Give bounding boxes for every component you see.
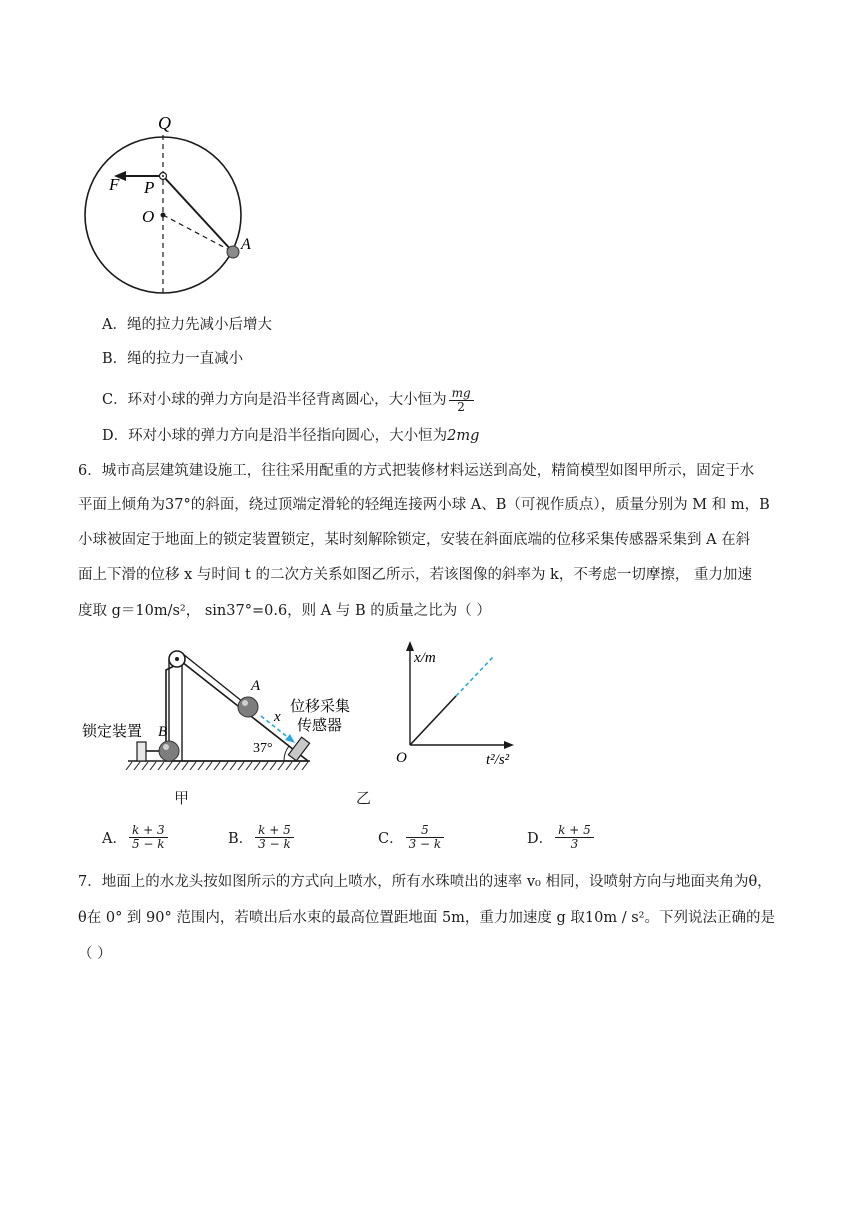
q6-option-a-fraction: $\frac{k + 3}{5 - k}$: [129, 824, 168, 851]
label-p: P: [144, 178, 155, 197]
q5-option-c-text: C．环对小球的弹力方向是沿半径背离圆心，大小恒为: [102, 392, 447, 408]
q5-option-d-text: D．环对小球的弹力方向是沿半径指向圆心，大小恒为: [102, 428, 448, 444]
q5-option-b: B．绳的拉力一直减小: [102, 351, 244, 367]
q6-option-c-letter: C．: [378, 830, 404, 847]
q5-option-d: [102, 426, 479, 446]
q6-option-d-letter: D．: [527, 830, 554, 847]
label-lock-device: 锁定装置: [82, 722, 143, 740]
graph-xlabel: t²/s²: [486, 752, 510, 768]
q6-line-3: 小球被固定于地面上的锁定装置锁定，某时刻解除锁定，安装在斜面底端的位移采集传感器采集到 A 在斜: [78, 532, 751, 548]
q7-line-3: （ ）: [78, 946, 112, 962]
q6-option-b-fraction: $\frac{k + 5}{3 - k}$: [255, 824, 294, 851]
q6-option-b: [228, 818, 296, 856]
label-sensor-2: 传感器: [297, 716, 343, 734]
q5-option-c-fraction: $\frac{mg}{2}$: [449, 387, 474, 414]
label-sensor-1: 位移采集: [290, 697, 351, 715]
q7-line-2: θ在 0° 到 90° 范围内，若喷出后水束的最高位置距地面 5m，重力加速度 g 取10m / s²。下列说法正确的是: [78, 910, 775, 926]
q6-option-c: [378, 818, 446, 856]
label-b-ball: B: [158, 724, 168, 740]
label-a: A: [241, 236, 251, 253]
q5-option-a: A．绳的拉力先减小后增大: [102, 317, 272, 333]
caption-jia: 甲: [174, 789, 190, 807]
graph-figure-yi: [390, 640, 530, 770]
circle-ring-figure: [70, 105, 270, 305]
q6-line-4: 面上下滑的位移 x 与时间 t 的二次方关系如图乙所示，若该图像的斜率为 k，不考虑一切摩擦， 重力加速: [78, 567, 752, 583]
q6-line-5: 度取 g＝10m/s²， sin37°=0.6，则 A 与 B 的质量之比为（ ）: [78, 603, 491, 619]
q7-line-1: 7．地面上的水龙头按如图所示的方式向上喷水，所有水珠喷出的速率 v₀ 相同，设喷射方向与地面夹角为θ，: [78, 874, 772, 890]
q6-option-a: [102, 818, 170, 856]
incline-figure-jia: [78, 640, 378, 775]
q5-option-c: [102, 385, 476, 415]
label-x: x: [274, 709, 281, 725]
label-f: F: [109, 175, 120, 194]
q6-line-2: 平面上倾角为37°的斜面，绕过顶端定滑轮的轻绳连接两小球 A、B（可视作质点），质量分别为 M 和 m，B: [78, 497, 770, 513]
label-angle: 37°: [253, 741, 273, 756]
graph-origin: O: [396, 750, 407, 766]
q6-option-d-fraction: $\frac{k + 5}{3}$: [555, 824, 594, 851]
q6-option-c-fraction: $\frac{5}{3 - k}$: [406, 824, 445, 851]
graph-ylabel: x/m: [414, 650, 436, 666]
label-o: O: [142, 207, 155, 226]
q5-option-d-value: 2mg: [447, 428, 480, 444]
q6-option-d: [527, 818, 596, 856]
q6-option-a-letter: A．: [102, 830, 127, 847]
q6-line-1: 6．城市高层建筑建设施工，往往采用配重的方式把装修材料运送到高处，精简模型如图甲所示，固定于水: [78, 463, 755, 479]
q6-option-b-letter: B．: [228, 830, 254, 847]
label-a-ball: A: [251, 678, 261, 694]
caption-yi: 乙: [356, 789, 372, 807]
label-q: Q: [158, 113, 171, 133]
